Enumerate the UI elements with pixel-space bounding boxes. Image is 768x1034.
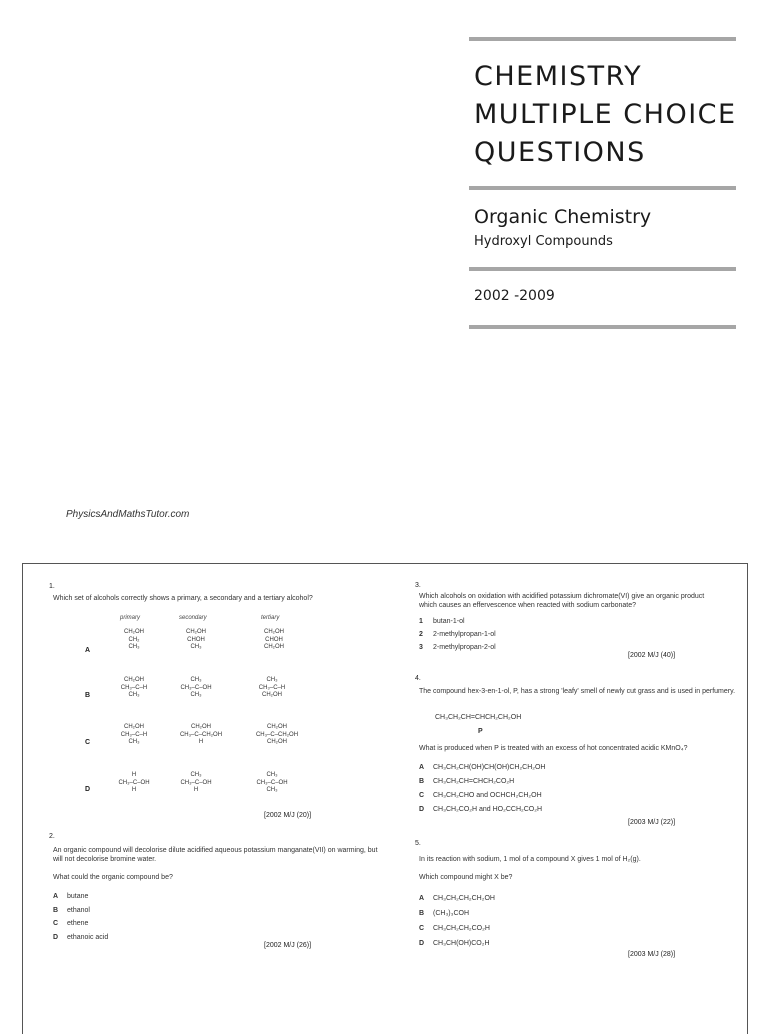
- q4-option-d: D CH₃CH₂CO₂H and HO₂CCH₂CO₂H: [419, 806, 543, 813]
- q2-prompt: What could the organic compound be?: [53, 874, 173, 881]
- q1-a-secondary: CH₂OH CHOH CH₃: [186, 629, 206, 650]
- site-name[interactable]: PhysicsAndMathsTutor.com: [66, 509, 190, 520]
- q1-row-c-letter: C: [85, 739, 91, 746]
- q1-a-primary: CH₂OH CH₂ CH₃: [124, 629, 144, 650]
- cover-title-line-2: MULTIPLE CHOICE: [474, 99, 737, 130]
- q1-c-secondary: CH₂OH CH₃–C–CH₂OH H: [179, 724, 223, 745]
- cover-years: 2002 -2009: [474, 288, 555, 304]
- q2-number: 2.: [49, 833, 55, 840]
- cover-subject: Organic Chemistry: [474, 206, 652, 228]
- q3-text: Which alcohols on oxidation with acidified potassium dichromate(VI) give an organic product which causes an effervescence when reacted with sodium carbonate?: [419, 593, 705, 609]
- q2-reference: [2002 M/J (26)]: [264, 942, 312, 949]
- question-page: [22, 563, 748, 1034]
- cover-topic: Hydroxyl Compounds: [474, 234, 613, 249]
- q5-text: In its reaction with sodium, 1 mol of a compound X gives 1 mol of H₂(g).: [419, 856, 641, 863]
- q5-reference: [2003 M/J (28)]: [628, 951, 676, 958]
- cover-rule-2: [469, 186, 736, 190]
- q2-options: [53, 890, 108, 944]
- cover-rule-4: [469, 325, 736, 329]
- cover-title-line-3: QUESTIONS: [474, 137, 646, 168]
- q2-option-c: C ethene: [53, 920, 89, 927]
- q1-c-tertiary: CH₂OH CH₃–C–CH₂OH CH₂OH: [255, 724, 299, 745]
- q4-label: P: [478, 728, 483, 735]
- q2-text: An organic compound will decolorise dilute acidified aqueous potassium manganate(VII) on warming, but will not decolorise bromine water.: [53, 847, 378, 863]
- q1-d-tertiary: CH₃ CH₃–C–OH CH₃: [256, 772, 288, 793]
- q1-b-secondary: CH₃ CH₃–C–OH CH₃: [180, 677, 212, 698]
- q3-reference: [2002 M/J (40)]: [628, 652, 676, 659]
- q1-a-tertiary: CH₂OH CHOH CH₂OH: [264, 629, 284, 650]
- q5-options: [419, 891, 495, 951]
- q3-number: 3.: [415, 582, 421, 589]
- cover-title-line-1: CHEMISTRY: [474, 61, 643, 92]
- q2-option-b: B ethanol: [53, 906, 90, 914]
- q1-b-primary: CH₂OH CH₃–C–H CH₃: [120, 677, 148, 698]
- q1-header-secondary: secondary: [179, 615, 207, 621]
- q1-c-primary: CH₂OH CH₃–C–H CH₃: [120, 724, 148, 745]
- cover-rule-top: [469, 37, 736, 41]
- q1-number: 1.: [49, 583, 55, 590]
- q1-row-b-letter: B: [85, 692, 91, 699]
- cover-rule-3: [469, 267, 736, 271]
- q5-number: 5.: [415, 840, 421, 847]
- q1-row-a-letter: A: [85, 647, 91, 654]
- q4-number: 4.: [415, 675, 421, 682]
- q5-option-a: A CH₃CH₂CH₂CH₂OH: [419, 895, 495, 902]
- q1-b-tertiary: CH₃ CH₃–C–H CH₂OH: [258, 677, 286, 698]
- q1-header-tertiary: tertiary: [261, 615, 280, 621]
- q1-d-secondary: CH₃ CH₃–C–OH H: [180, 772, 212, 793]
- q5-option-d: D CH₃CH(OH)CO₂H: [419, 940, 490, 947]
- q4-prompt: What is produced when P is treated with an excess of hot concentrated acidic KMnO₄?: [419, 745, 688, 752]
- cover-title: [474, 58, 737, 172]
- q3-option-1: 1 butan-1-ol: [419, 618, 465, 625]
- q1-header-primary: primary: [120, 615, 141, 621]
- q4-option-a: A CH₃CH₂CH(OH)CH(OH)CH₂CH₂OH: [419, 764, 546, 771]
- q3-options: [419, 615, 496, 654]
- q1-reference: [2002 M/J (20)]: [264, 812, 312, 819]
- q3-option-3: 3 2-methylpropan-2-ol: [419, 644, 496, 651]
- q3-option-2: 2 2-methylpropan-1-ol: [419, 631, 496, 638]
- q5-prompt: Which compound might X be?: [419, 874, 513, 881]
- q2-option-a: A butane: [53, 893, 89, 900]
- q2-option-d: D ethanoic acid: [53, 933, 109, 941]
- q1-d-primary: H CH₃–C–OH H: [118, 772, 150, 793]
- q4-formula: CH₃CH₂CH=CHCH₂CH₂OH: [435, 714, 522, 721]
- q1-text: Which set of alcohols correctly shows a primary, a secondary and a tertiary alcohol?: [53, 595, 313, 602]
- q4-text: The compound hex-3-en-1-ol, P, has a strong 'leafy' smell of newly cut grass and is used in perfumery.: [419, 688, 736, 695]
- q1-row-d-letter: D: [85, 786, 91, 793]
- q5-option-b: B (CH₃)₃COH: [419, 910, 470, 917]
- q4-option-b: B CH₃CH₂CH=CHCH₂CO₂H: [419, 778, 515, 785]
- q4-reference: [2003 M/J (22)]: [628, 819, 676, 826]
- q4-option-c: C CH₃CH₂CHO and OCHCH₂CH₂OH: [419, 792, 542, 799]
- q4-options: [419, 761, 546, 817]
- q5-option-c: C CH₃CH₂CH₂CO₂H: [419, 925, 490, 932]
